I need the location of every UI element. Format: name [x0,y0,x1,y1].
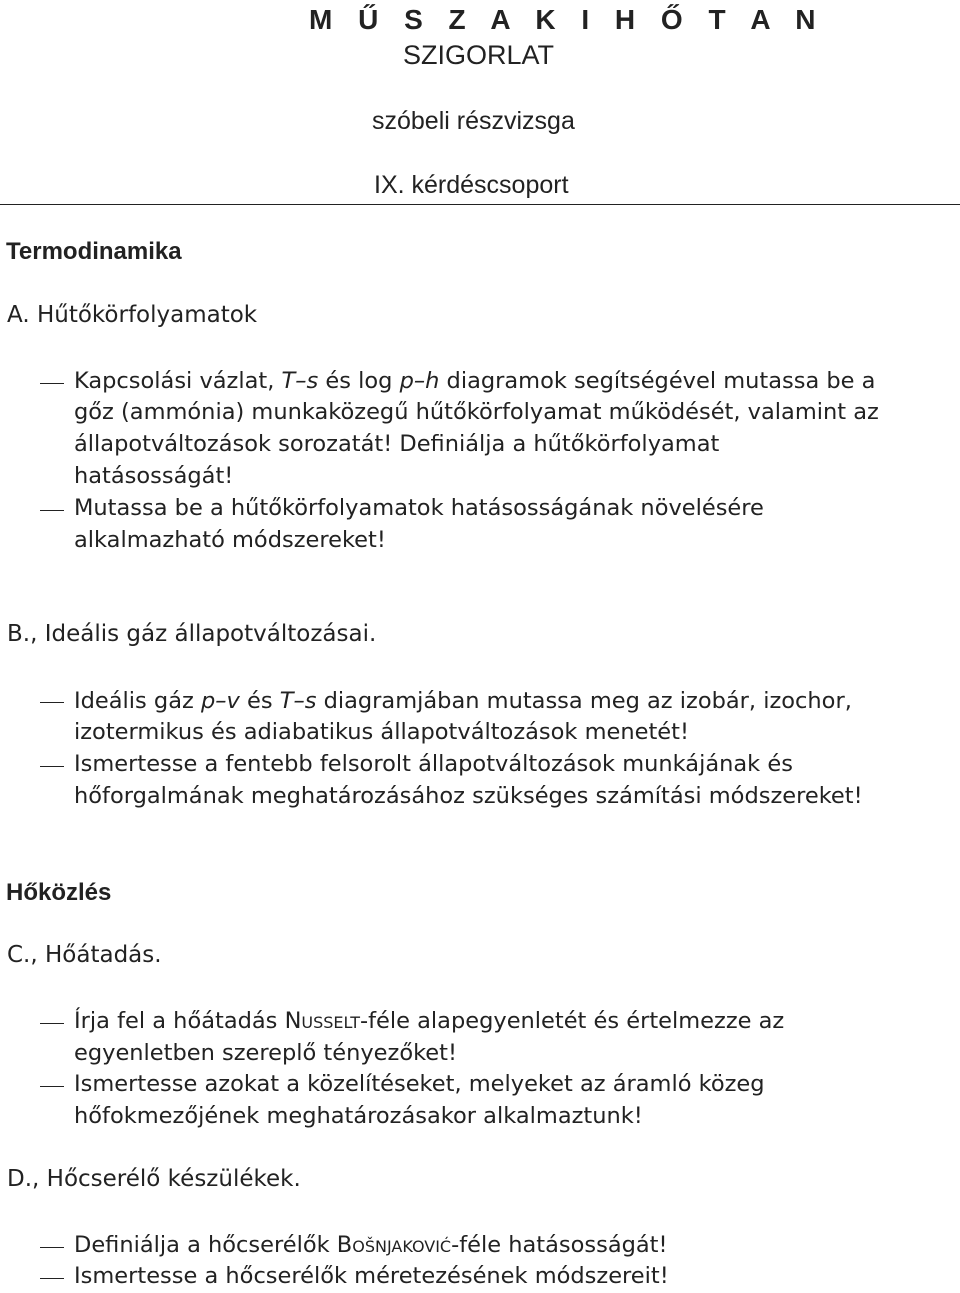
bullet-dash [40,1278,64,1279]
question-group: IX. kérdéscsoport [374,171,569,199]
question-text: izotermikus és adiabatikus állapotváltozások menetét! [74,719,689,745]
question-text: alkalmazható módszereket! [74,527,386,553]
question-text: Ideális gáz [74,688,201,714]
bullet-dash [40,766,64,767]
question-text: Kapcsolási vázlat, [74,368,282,394]
section-title-termodinamika: Termodinamika [6,238,182,265]
question-text: és log [318,368,400,394]
question-text: és [239,688,280,714]
subsection-title-d: D., Hőcserélő készülékek. [7,1166,301,1192]
person-name-bosnjakovic: Bošnjaković [336,1232,452,1258]
question-text: diagramjában mutassa meg az izobár, izochor, [316,688,852,714]
question-text: Mutassa be a hűtőkörfolyamatok hatásosságának növelésére [74,495,764,521]
question-text: hatásosságát! [74,463,234,489]
diagram-name-ts: T–s [281,368,319,394]
question-text: gőz (ammónia) munkaközegű hűtőkörfolyamat működését, valamint az [74,399,879,425]
course-title: M Ű S Z A K I H Ő T A N [309,4,825,35]
diagram-name-ts: T–s [279,688,317,714]
question-text: hőforgalmának meghatározásához szükséges számítási módszereket! [74,783,863,809]
bullet-dash [40,1247,64,1248]
question-text: -féle alapegyenletét és értelmezze az [360,1008,785,1034]
subsection-title-b: B., Ideális gáz állapotváltozásai. [7,621,377,647]
question-text: Definiálja a hűtőkörfolyamat [399,431,720,457]
question-text: állapotváltozások sorozatát! [74,431,400,457]
question-text: egyenletben szereplő tényezőket! [74,1040,457,1066]
header-divider [0,204,960,205]
person-name-nusselt: Nusselt [284,1008,361,1034]
subsection-title-a: A. Hűtőkörfolyamatok [7,302,258,328]
bullet-dash [40,1086,64,1087]
question-text: Írja fel a hőátadás [74,1008,285,1034]
bullet-dash [40,1023,64,1024]
bullet-dash [40,510,64,511]
question-text: diagramok segítségével mutassa be a [439,368,876,394]
bullet-dash [40,702,64,703]
diagram-name-ph: p–h [399,368,440,394]
bullet-dash [40,383,64,384]
question-text: -féle hatásosságát! [451,1232,668,1258]
diagram-name-pv: p–v [200,688,240,714]
question-text: Ismertesse azokat a közelítéseket, melyeket az áramló közeg [74,1071,765,1097]
question-text: Ismertesse a fentebb felsorolt állapotváltozások munkájának és [74,751,793,777]
exam-title: SZIGORLAT [403,40,555,70]
question-text: hőfokmezőjének meghatározásakor alkalmaztunk! [74,1103,643,1129]
question-text: Definiálja a hőcserélők [74,1232,337,1258]
exam-type: szóbeli részvizsga [372,107,575,135]
question-text: Ismertesse a hőcserélők méretezésének módszereit! [74,1263,669,1289]
section-title-hokozles: Hőközlés [6,879,112,906]
subsection-title-c: C., Hőátadás. [7,942,162,968]
